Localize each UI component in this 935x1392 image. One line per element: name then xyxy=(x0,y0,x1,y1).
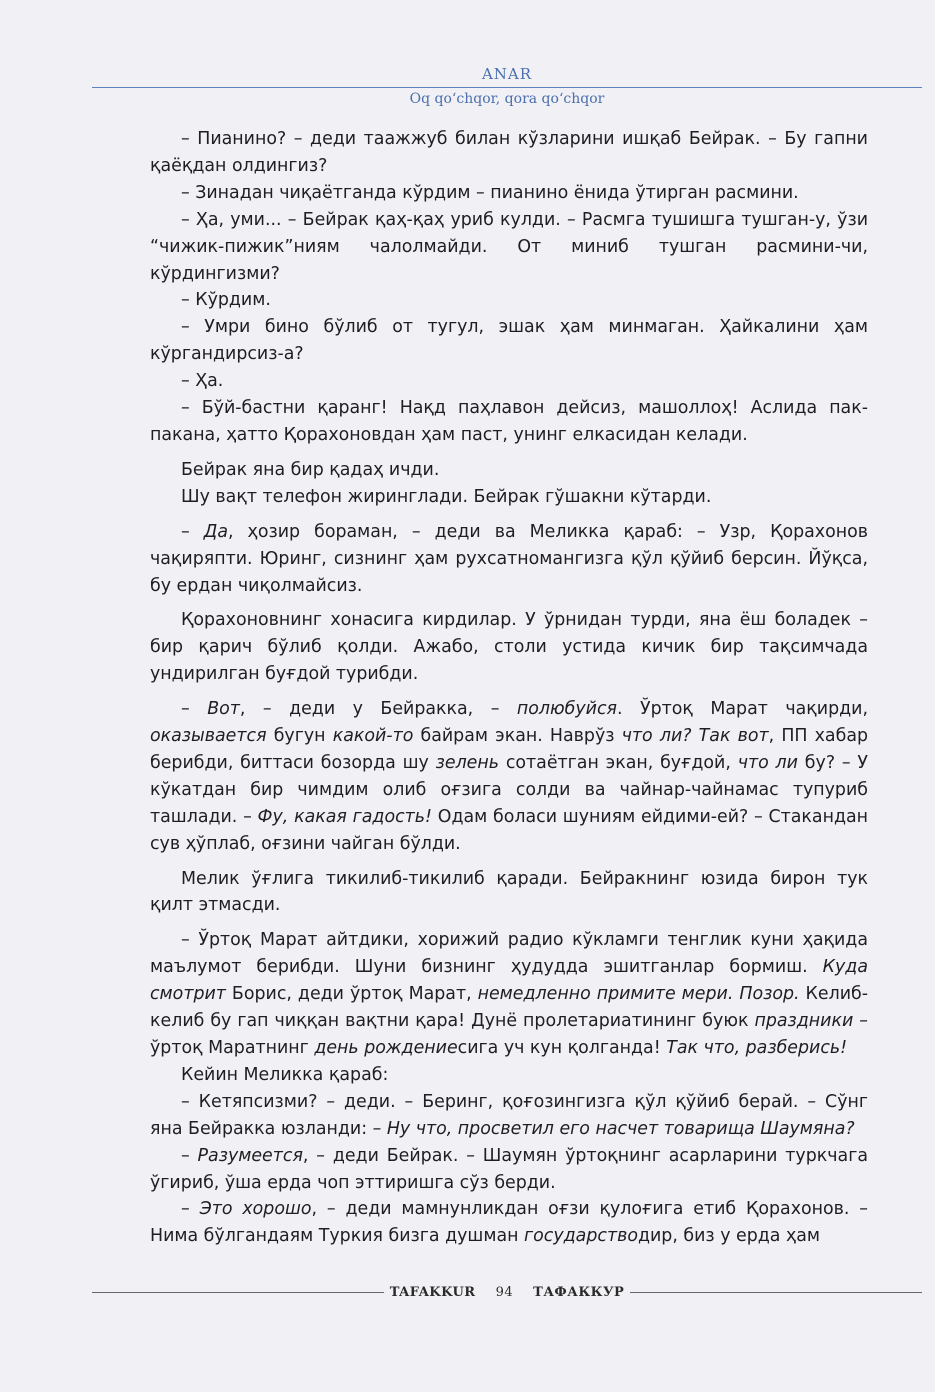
paragraph xyxy=(150,696,868,857)
text-run: байрам экан. Наврўз xyxy=(413,726,622,747)
paragraph xyxy=(150,126,868,180)
text-run: – Кўрдим. xyxy=(181,290,271,311)
paragraph xyxy=(150,607,868,688)
text-run: дир, биз у ерда ҳам xyxy=(637,1226,821,1247)
paragraph xyxy=(150,180,868,207)
text-run: . Ўртоқ Марат чақирди, xyxy=(616,699,868,720)
paragraph xyxy=(150,207,868,288)
italic-run: зелень xyxy=(435,752,500,773)
text-run: , – деди Бейрак. – Шаумян ўртоқнинг асарларини туркчага ўгириб, ўша ерда чоп эттиришга сўз берди. xyxy=(150,1145,868,1193)
header-author: ANAR xyxy=(481,65,533,83)
italic-run: Да xyxy=(203,521,228,542)
text-run: – ўртоқ Маратнинг xyxy=(150,1011,868,1058)
paragraph xyxy=(150,927,868,1062)
text-run: , – деди у Бейракка, – xyxy=(239,699,517,720)
header-rule xyxy=(92,87,922,88)
italic-run: день рождение xyxy=(314,1038,458,1058)
italic-run: Ну что, просветил его насчет товарища Шаумяна? xyxy=(386,1118,855,1139)
paragraph xyxy=(150,395,868,449)
footer-journal-latin: TAFAKKUR xyxy=(389,1285,476,1300)
text-run: Келиб-келиб бу гап чиққан вақтни қара! Дунё пролетариатининг буюк xyxy=(150,984,869,1032)
paragraph xyxy=(150,1196,868,1250)
paragraph xyxy=(150,866,868,920)
italic-run: что ли xyxy=(737,752,798,773)
header-subtitle: Oq qo‘chqor, qora qo‘chqor xyxy=(409,91,605,107)
text-run: – Пианино? – деди таажжуб билан кўзларини ишқаб Бейрак. – Бу гапни қаёқдан олдингиз? xyxy=(150,129,868,176)
paragraph xyxy=(150,484,868,511)
italic-run: Вот xyxy=(207,699,240,720)
running-footer xyxy=(92,1285,922,1300)
italic-run: Фу, какая гадость! xyxy=(257,806,433,827)
paragraph xyxy=(150,287,868,314)
paragraph xyxy=(150,1089,868,1143)
italic-run: праздники xyxy=(754,1011,854,1032)
text-run: сотаётган экан, буғдой, xyxy=(499,752,738,773)
text-run: Борис, деди ўртоқ Марат, xyxy=(225,984,478,1005)
text-run: – xyxy=(181,699,208,720)
body-text xyxy=(150,126,868,1250)
text-run: сига уч кун қолганда! xyxy=(457,1038,667,1058)
text-run: – Ҳа. xyxy=(181,371,224,392)
text-run: Шу вақт телефон жиринглади. Бейрак гўшакни кўтарди. xyxy=(181,486,712,507)
italic-run: немедленно примите мери. Позор. xyxy=(477,984,800,1005)
italic-run: Так что, разберись! xyxy=(666,1038,848,1058)
text-run: Кейин Меликка қараб: xyxy=(181,1064,389,1085)
paragraph xyxy=(150,368,868,395)
italic-run: оказывается xyxy=(150,726,267,747)
text-run: – xyxy=(181,1199,200,1220)
italic-run: полюбуйся xyxy=(516,699,617,720)
text-run: – Умри бино бўлиб от тугул, эшак ҳам минмаган. Ҳайкалини ҳам кўргандирсиз-а? xyxy=(150,317,868,365)
paragraph xyxy=(150,1143,868,1197)
text-run: Одам боласи шуниям ейдими-ей? – Стакандан сув ҳўплаб, оғзини чайган бўлди. xyxy=(150,806,868,854)
paragraph xyxy=(150,1062,868,1089)
text-run: , ПП хабар берибди, биттаси бозорда шу xyxy=(150,726,869,773)
italic-run: Куда смотрит xyxy=(150,957,868,1005)
footer-journal-cyrillic: ТАФАККУР xyxy=(533,1285,625,1300)
paragraph xyxy=(150,457,868,484)
italic-run: Это хорошо xyxy=(199,1199,312,1220)
text-run: – Кетяпсизми? – деди. – Беринг, қоғозингизга қўл қўйиб берай. – Сўнг яна Бейракка юзланди: – xyxy=(150,1091,868,1139)
page-number: 94 xyxy=(495,1285,514,1300)
running-header xyxy=(92,64,922,108)
text-run: – Ҳа, уми... – Бейрак қаҳ-қаҳ уриб кулди. – Расмга тушишга тушган-у, ўзи “чижик-пижик”ниям чалолмайди. От миниб тушган расмини-чи, кўрдингизми? xyxy=(150,209,868,284)
text-run: , – деди мамнунликдан оғзи қулоғига етиб Қорахонов. – Нима бўлгандаям Туркия бизга душман xyxy=(150,1199,868,1247)
paragraph xyxy=(150,519,868,600)
text-run: бугун xyxy=(266,726,333,747)
text-run: Мелик ўғлига тикилиб-тикилиб қаради. Бейракнинг юзида бирон тук қилт этмасди. xyxy=(150,868,868,916)
text-run: – Бўй-бастни қаранг! Нақд паҳлавон дейсиз, машоллоҳ! Аслида пак-пакана, ҳатто Қорахоновдан ҳам паст, унинг елкасидан келади. xyxy=(150,398,868,445)
text-run: – xyxy=(181,521,204,542)
text-run: – xyxy=(181,1145,198,1166)
text-run: Бейрак яна бир қадаҳ ичди. xyxy=(181,459,440,480)
text-run: Қорахоновнинг хонасига кирдилар. У ўрнидан турди, яна ёш боладек – бир қарич бўлиб қолди. Ажабо, столи устида кичик бир тақсимчада ундирилган буғдой турибди. xyxy=(150,610,868,685)
italic-run: Разумеется xyxy=(197,1145,303,1166)
text-run: , ҳозир бораман, – деди ва Меликка қараб: – Узр, Қорахонов чақиряпти. Юринг, сизнинг ҳам рухсатномангизга қўл қўйиб берсин. Йўқса, бу ердан чиқолмайсиз. xyxy=(150,521,868,596)
italic-run: что ли? Так вот xyxy=(621,726,769,747)
text-run: бу? – У кўкатдан бир чимдим олиб оғзига солди ва чайнар-чайнамас тупуриб ташлади. – xyxy=(150,752,868,827)
footer-rule-left xyxy=(92,1292,384,1293)
italic-run: какой-то xyxy=(332,726,414,747)
paragraph xyxy=(150,314,868,368)
text-run: – Ўртоқ Марат айтдики, хорижий радио кўкламги тенглик куни ҳақида маълумот берибди. Шуни бизнинг ҳудудда эшитганлар бормиш. xyxy=(150,930,868,978)
footer-rule-right xyxy=(630,1292,922,1293)
italic-run: государство xyxy=(524,1226,638,1247)
text-run: – Зинадан чиқаётганда кўрдим – пианино ёнида ўтирган расмини. xyxy=(181,182,799,203)
